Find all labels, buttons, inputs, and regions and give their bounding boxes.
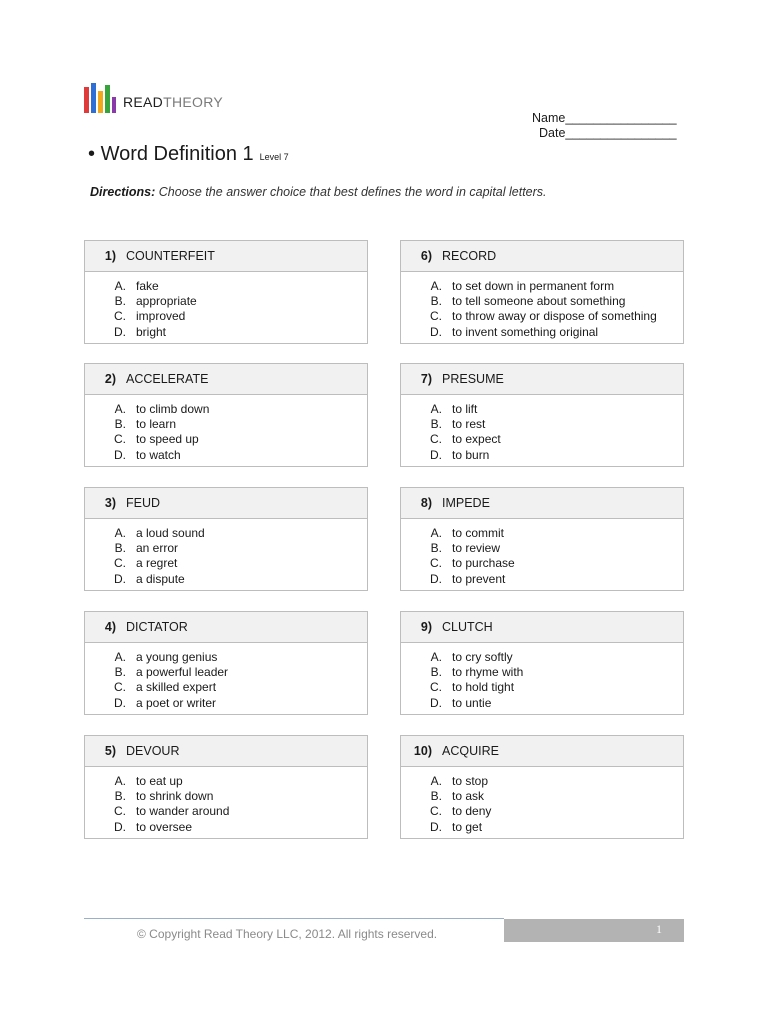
option-text: to tell someone about something [452, 294, 626, 309]
option-letter: A. [114, 774, 126, 788]
question-number: 2) [104, 372, 116, 386]
option-letter: D. [430, 447, 442, 462]
question-word: PRESUME [442, 372, 504, 386]
question-box [400, 363, 684, 467]
option-text: to cry softly [452, 650, 513, 664]
book-green-icon [105, 85, 110, 113]
logo-wordmark [123, 95, 223, 113]
option-letter: C. [114, 680, 126, 695]
name-date-fields [532, 111, 677, 141]
question-box [400, 611, 684, 715]
directions-label: Directions: [90, 185, 156, 199]
answer-option[interactable] [85, 402, 367, 417]
answer-option[interactable] [401, 402, 683, 417]
option-text: to eat up [136, 774, 183, 788]
option-letter: C. [430, 680, 442, 695]
option-text: a skilled expert [136, 680, 217, 695]
answer-option[interactable] [401, 309, 683, 324]
footer-divider [84, 918, 504, 919]
option-letter: A. [430, 402, 442, 416]
answer-option[interactable] [401, 820, 683, 835]
option-text: to purchase [452, 556, 515, 571]
option-letter: B. [430, 541, 442, 556]
option-text: to ask [452, 789, 485, 804]
answer-option[interactable] [85, 294, 367, 309]
option-letter: C. [430, 804, 442, 819]
answer-option[interactable] [85, 417, 367, 432]
answer-option[interactable] [401, 680, 683, 695]
question-box [84, 735, 368, 839]
answer-option[interactable] [401, 556, 683, 571]
answer-option[interactable] [401, 804, 683, 819]
answer-option[interactable] [85, 541, 367, 556]
option-text: a young genius [136, 650, 218, 664]
answer-option[interactable] [85, 325, 367, 340]
option-letter: A. [430, 774, 442, 788]
option-letter: B. [430, 417, 442, 432]
answer-option[interactable] [85, 774, 367, 789]
question-box [400, 735, 684, 839]
option-letter: C. [114, 309, 126, 324]
answer-option[interactable] [85, 789, 367, 804]
option-letter: C. [114, 556, 126, 571]
question-number: 1) [104, 249, 116, 263]
option-text: to prevent [452, 571, 506, 586]
question-header [401, 612, 683, 643]
date-field[interactable]: Date________________ [539, 126, 677, 140]
option-text: to commit [452, 526, 505, 540]
answer-option[interactable] [85, 432, 367, 447]
option-letter: C. [430, 556, 442, 571]
option-letter: B. [114, 789, 126, 804]
question-box [84, 240, 368, 344]
question-word: FEUD [126, 496, 161, 510]
answer-options [85, 767, 367, 835]
logo-read: READ [123, 94, 164, 110]
answer-option[interactable] [401, 279, 683, 294]
option-text: an error [136, 541, 179, 556]
question-number: 3) [104, 496, 116, 510]
option-text: to invent something original [452, 324, 599, 339]
option-letter: B. [430, 665, 442, 680]
page-title [88, 142, 289, 169]
answer-options [401, 519, 683, 587]
option-letter: A. [430, 526, 442, 540]
option-text: to rhyme with [452, 665, 524, 680]
option-letter: B. [114, 417, 126, 432]
question-header [85, 612, 367, 643]
option-text: bright [136, 324, 167, 339]
question-box [84, 487, 368, 591]
question-header [401, 364, 683, 395]
level-label: Level 7 [259, 152, 289, 162]
option-text: to shrink down [136, 789, 214, 804]
answer-option[interactable] [85, 665, 367, 680]
option-text: to climb down [136, 402, 210, 416]
answer-options [85, 519, 367, 587]
option-text: to review [452, 541, 501, 556]
option-letter: C. [114, 432, 126, 447]
title-text: Word Definition 1 [100, 143, 254, 165]
option-letter: C. [430, 309, 442, 324]
answer-options [401, 643, 683, 711]
directions-text: Choose the answer choice that best defines the word in capital letters. [158, 185, 547, 199]
option-letter: B. [430, 294, 442, 309]
question-number: 4) [104, 620, 116, 634]
question-word: RECORD [442, 249, 497, 263]
answer-options [85, 643, 367, 711]
answer-option[interactable] [401, 650, 683, 665]
question-number: 7) [420, 372, 432, 386]
answer-option[interactable] [85, 696, 367, 711]
answer-option[interactable] [85, 556, 367, 571]
answer-option[interactable] [85, 309, 367, 324]
option-text: to set down in permanent form [452, 279, 615, 293]
name-field[interactable]: Name________________ [532, 111, 677, 125]
book-blue-icon [91, 83, 96, 113]
question-word: COUNTERFEIT [126, 249, 215, 263]
option-letter: D. [430, 819, 442, 834]
option-letter: D. [430, 571, 442, 586]
question-word: DEVOUR [126, 744, 180, 758]
answer-option[interactable] [401, 572, 683, 587]
logo-theory: THEORY [163, 94, 223, 110]
copyright-text: © Copyright Read Theory LLC, 2012. All rights reserved. [137, 927, 438, 941]
answer-option[interactable] [85, 526, 367, 541]
directions [90, 185, 547, 199]
option-text: to get [452, 819, 483, 834]
option-text: to untie [452, 695, 492, 710]
option-letter: A. [430, 279, 442, 293]
option-text: to lift [452, 402, 478, 416]
answer-option[interactable] [401, 665, 683, 680]
page-number: 1 [656, 922, 662, 936]
answer-option[interactable] [401, 294, 683, 309]
question-number: 10) [413, 744, 432, 758]
answer-option[interactable] [85, 650, 367, 665]
option-text: a dispute [136, 571, 185, 586]
option-text: to hold tight [452, 680, 515, 695]
question-header [85, 488, 367, 519]
answer-option[interactable] [85, 820, 367, 835]
option-letter: D. [114, 695, 126, 710]
question-number: 8) [420, 496, 432, 510]
answer-option[interactable] [85, 680, 367, 695]
option-text: a powerful leader [136, 665, 229, 680]
answer-option[interactable] [401, 526, 683, 541]
option-letter: C. [114, 804, 126, 819]
option-text: to stop [452, 774, 489, 788]
question-number: 5) [104, 744, 116, 758]
book-purple-icon [112, 97, 116, 113]
option-letter: D. [114, 571, 126, 586]
question-box [84, 611, 368, 715]
option-letter: D. [430, 324, 442, 339]
answer-option[interactable] [401, 448, 683, 463]
option-letter: A. [114, 402, 126, 416]
option-letter: C. [430, 432, 442, 447]
option-text: appropriate [136, 294, 197, 309]
question-box [400, 487, 684, 591]
option-text: to wander around [136, 804, 230, 819]
option-letter: A. [114, 279, 126, 293]
option-letter: B. [114, 665, 126, 680]
question-word: IMPEDE [442, 496, 490, 510]
option-text: to speed up [136, 432, 199, 447]
option-text: a regret [136, 556, 178, 571]
option-text: a poet or writer [136, 695, 217, 710]
option-letter: B. [114, 541, 126, 556]
option-letter: A. [114, 526, 126, 540]
answer-option[interactable] [401, 696, 683, 711]
answer-option[interactable] [401, 432, 683, 447]
answer-option[interactable] [401, 325, 683, 340]
answer-option[interactable] [85, 279, 367, 294]
option-letter: D. [114, 819, 126, 834]
answer-option[interactable] [85, 448, 367, 463]
option-text: to watch [136, 447, 181, 462]
title-bullet: • [88, 143, 96, 165]
answer-option[interactable] [401, 774, 683, 789]
question-header [401, 736, 683, 767]
option-letter: A. [430, 650, 442, 664]
question-box [84, 363, 368, 467]
page-number-box [504, 919, 684, 942]
question-word: CLUTCH [442, 620, 493, 634]
book-red-icon [84, 87, 89, 113]
answer-options [401, 395, 683, 463]
books-logo-icon [84, 83, 116, 113]
option-letter: D. [114, 324, 126, 339]
answer-option[interactable] [401, 789, 683, 804]
answer-options [401, 272, 683, 340]
question-header [401, 241, 683, 272]
option-text: to expect [452, 432, 501, 447]
answer-options [85, 272, 367, 340]
option-text: to rest [452, 417, 486, 432]
answer-options [85, 395, 367, 463]
option-text: a loud sound [136, 526, 205, 540]
question-box [400, 240, 684, 344]
option-letter: A. [114, 650, 126, 664]
question-header [85, 736, 367, 767]
option-text: to deny [452, 804, 492, 819]
option-text: to learn [136, 417, 177, 432]
question-header [401, 488, 683, 519]
option-text: fake [136, 279, 159, 293]
option-text: improved [136, 309, 186, 324]
option-letter: D. [430, 695, 442, 710]
answer-option[interactable] [85, 572, 367, 587]
question-header [85, 364, 367, 395]
answer-option[interactable] [85, 804, 367, 819]
answer-option[interactable] [401, 417, 683, 432]
question-number: 9) [420, 620, 432, 634]
option-text: to oversee [136, 819, 193, 834]
answer-option[interactable] [401, 541, 683, 556]
option-letter: B. [114, 294, 126, 309]
question-header [85, 241, 367, 272]
option-letter: D. [114, 447, 126, 462]
readtheory-logo [84, 83, 223, 113]
question-number: 6) [420, 249, 432, 263]
answer-options [401, 767, 683, 835]
option-text: to burn [452, 447, 490, 462]
book-yellow-icon [98, 91, 103, 113]
question-word: ACCELERATE [126, 372, 209, 386]
option-text: to throw away or dispose of something [452, 309, 657, 324]
question-word: DICTATOR [126, 620, 188, 634]
option-letter: B. [430, 789, 442, 804]
question-word: ACQUIRE [442, 744, 499, 758]
